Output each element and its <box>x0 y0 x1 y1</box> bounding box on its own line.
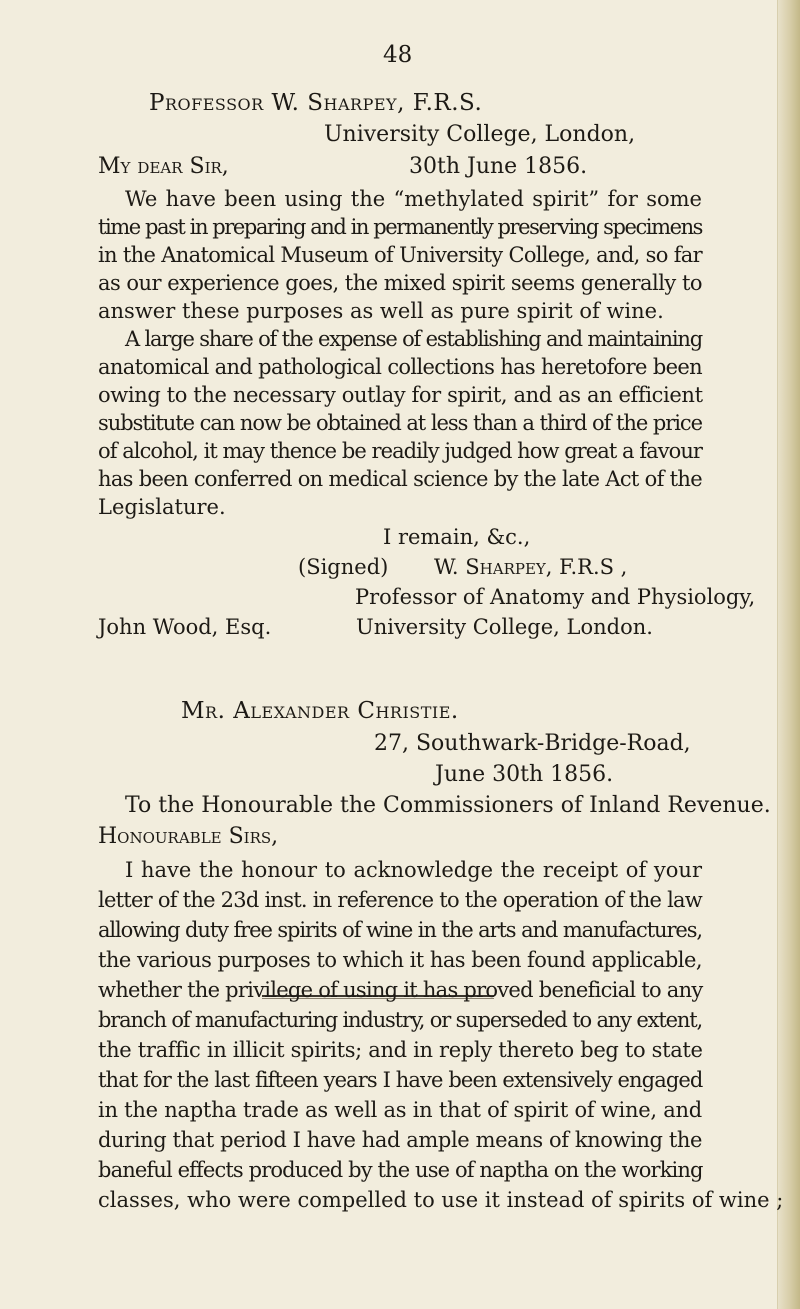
text-line: A large share of the expense of establishing and maintaining <box>125 327 702 351</box>
text-line: baneful effects produced by the use of naptha on the working <box>98 1158 703 1182</box>
text-line: I have the honour to acknowledge the receipt of your <box>125 858 702 882</box>
text-line: the various purposes to which it has been found applicable, <box>98 948 702 972</box>
text-line: Legislature. <box>98 495 226 519</box>
text-line: answer these purposes as well as pure spirit of wine. <box>98 299 664 323</box>
text-line: that for the last fifteen years I have been extensively engaged <box>98 1068 703 1092</box>
letter1-institution: University College, London. <box>356 615 653 639</box>
letter1-closing: I remain, &c., <box>383 525 531 549</box>
text-line: whether the privilege of using it has proved beneficial to any <box>98 978 703 1002</box>
text-line: classes, who were compelled to use it instead of spirits of wine ; <box>98 1188 784 1212</box>
letter1-date: 30th June 1856. <box>409 154 588 179</box>
letter1-addressee: Professor W. Sharpey, F.R.S. <box>149 90 483 116</box>
text-line: in the naptha trade as well as in that of spirit of wine, and <box>98 1098 702 1122</box>
text-line: letter of the 23d inst. in reference to the operation of the law <box>98 888 702 912</box>
letter2-date: June 30th 1856. <box>435 762 614 787</box>
text-line: as our experience goes, the mixed spirit seems generally to <box>98 271 702 295</box>
letter2-to-line: To the Honourable the Commissioners of Inland Revenue. <box>125 793 771 818</box>
page-number: 48 <box>383 42 413 68</box>
text-line: We have been using the “methylated spirit” for some <box>125 187 702 211</box>
letter1-title: Professor of Anatomy and Physiology, <box>355 585 756 609</box>
text-line: branch of manufacturing industry, or superseded to any extent, <box>98 1008 702 1032</box>
text-line: allowing duty free spirits of wine in the arts and manufactures, <box>98 918 702 942</box>
letter1-signed-label: (Signed) <box>298 555 389 579</box>
letter2-salutation: Honourable Sirs, <box>98 824 279 849</box>
letter1-signature: W. Sharpey, F.R.S , <box>434 555 628 579</box>
letter1-salutation: My dear Sir, <box>98 154 229 179</box>
letter1-recipient: John Wood, Esq. <box>98 615 272 639</box>
text-line: anatomical and pathological collections has heretofore been <box>98 355 702 379</box>
letter1-place: University College, London, <box>324 122 636 147</box>
text-line: time past in preparing and in permanently preserving specimens <box>98 215 702 239</box>
text-line: owing to the necessary outlay for spirit, and as an efficient <box>98 383 703 407</box>
text-line: has been conferred on medical science by the late Act of the <box>98 467 702 491</box>
text-line: substitute can now be obtained at less than a third of the price <box>98 411 702 435</box>
letter2-heading: Mr. Alexander Christie. <box>181 698 459 724</box>
text-line: of alcohol, it may thence be readily judged how great a favour <box>98 439 702 463</box>
text-line: in the Anatomical Museum of University College, and, so far <box>98 243 703 267</box>
text-line: during that period I have had ample means of knowing the <box>98 1128 702 1152</box>
text-line: the traffic in illicit spirits; and in reply thereto beg to state <box>98 1038 703 1062</box>
letter2-address: 27, Southwark-Bridge-Road, <box>374 731 691 756</box>
